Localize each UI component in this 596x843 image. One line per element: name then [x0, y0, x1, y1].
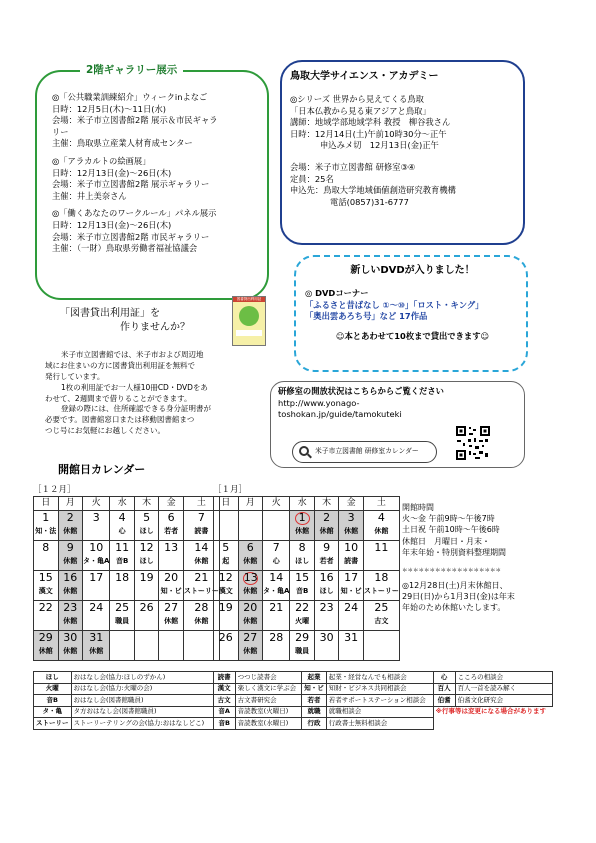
calendar-day	[110, 570, 135, 600]
legend-key: 若者	[302, 695, 327, 707]
day-number: 30	[63, 630, 78, 644]
weekday-header: 金	[159, 497, 184, 511]
day-event: 職員	[295, 646, 310, 655]
day-number: 12	[139, 540, 154, 554]
day-number: 16	[63, 570, 78, 584]
weekday-header: 月	[58, 497, 83, 511]
day-event: 休館	[319, 526, 334, 535]
calendar-day	[214, 630, 239, 660]
legend-key: 漢文	[213, 683, 235, 695]
day-number: 2	[66, 510, 74, 524]
legend-key: 音B	[34, 695, 72, 707]
legend-key	[433, 718, 455, 730]
research-url[interactable]: http://www.yonago-	[278, 397, 360, 408]
legend-value: 起業・経営なんでも相談会	[326, 672, 433, 684]
day-number: 22	[38, 600, 53, 614]
day-number: 18	[374, 570, 389, 584]
calendar-day	[314, 630, 339, 660]
day-event: 休館	[164, 616, 179, 625]
day-event: 休館	[295, 526, 310, 535]
day-number: 28	[269, 630, 284, 644]
day-number: 26	[218, 630, 233, 644]
calendar-day	[134, 600, 159, 630]
calendar-day	[363, 630, 399, 660]
search-text: 米子市立図書館 研修室カレンダー	[315, 447, 419, 455]
calendar-day	[263, 510, 290, 540]
weekday-header: 水	[290, 497, 315, 511]
academy-body: 鳥取大学サイエンス・アカデミー ◎シリーズ 世界から見えてくる鳥取 「日本仏教から見る東アジアと鳥取」 講師：地域学部地域学科 教授 柳谷我さん 日時：12月14日(土)午前10時30分〜正午 申込みメ切 12月13日(金)正午 会場：米子市立図書館 研修室③④ 定員：25名 申込先：鳥取大学地域価値創造研究教育機構 電話(0857)31-6777	[290, 70, 520, 208]
day-event: 漢文	[38, 586, 53, 595]
calendar-day	[110, 540, 135, 570]
day-event: 音B	[116, 556, 129, 565]
day-number: 15	[38, 570, 53, 584]
calendar-day	[263, 570, 290, 600]
legend-value: タ方おはなし会(図書館職員)	[71, 706, 213, 718]
day-number: 22	[295, 600, 310, 614]
day-number: 4	[118, 510, 126, 524]
day-event: 若者	[164, 526, 179, 535]
calendar-day	[110, 510, 135, 540]
dvd-body: 新しいDVDが入りました！ ◎ DVDコーナー 「ふるさと昔ばなし ①〜⑩」「ロスト・キング」 「奥出雲あろち号」など 17作品 ☺本とあわせて10枚まで貸出できます☺	[305, 264, 520, 342]
calendar-day	[134, 630, 159, 660]
calendar-december	[33, 496, 220, 661]
day-number: 27	[243, 630, 258, 644]
weekday-header: 木	[314, 497, 339, 511]
day-number: 20	[164, 570, 179, 584]
legend-key: 火曜	[34, 683, 72, 695]
calendar-day	[290, 540, 315, 570]
day-event: 休館	[63, 616, 78, 625]
day-event: ほし	[295, 556, 310, 565]
day-event: 古文	[374, 616, 389, 625]
calendar-day	[314, 570, 339, 600]
dec-label: ［１２月］	[33, 485, 76, 495]
library-card-image: 図書貸出利用証	[232, 296, 266, 346]
calendar-day	[290, 630, 315, 660]
day-event: 休館	[243, 646, 258, 655]
day-number: 13	[164, 540, 179, 554]
calendar-day	[263, 630, 290, 660]
day-event: 休館	[89, 646, 104, 655]
day-number: 31	[89, 630, 104, 644]
research-search-box[interactable]	[292, 441, 437, 463]
qr-code-icon	[455, 425, 491, 461]
weekday-header: 土	[363, 497, 399, 511]
day-number: 21	[194, 570, 209, 584]
legend-key: 読書	[213, 672, 235, 684]
day-event: 読書	[194, 526, 209, 535]
calendar-day	[58, 570, 83, 600]
card-stripe	[236, 330, 262, 336]
calendar-day	[34, 540, 59, 570]
legend-key: 心	[433, 672, 455, 684]
card-heading: 「図書貸出利用証」を 作りませんか？	[60, 308, 190, 333]
weekday-header: 水	[110, 497, 135, 511]
calendar-day	[238, 600, 263, 630]
calendar-day	[290, 510, 315, 540]
legend-value: 古文書研究会	[235, 695, 302, 707]
day-number: 30	[319, 630, 334, 644]
calendar-day	[214, 510, 239, 540]
calendar-day	[110, 600, 135, 630]
day-event: 知・ビ	[160, 586, 182, 595]
calendar-day	[34, 570, 59, 600]
calendar-day	[339, 600, 364, 630]
calendar-day	[134, 570, 159, 600]
day-number: 28	[194, 600, 209, 614]
day-number: 9	[323, 540, 331, 554]
day-number: 25	[374, 600, 389, 614]
legend-value: こころの相談会	[455, 672, 552, 684]
calendar-day	[110, 630, 135, 660]
calendar-day	[290, 600, 315, 630]
calendar-day	[238, 570, 263, 600]
calendar-day	[159, 630, 184, 660]
weekday-header: 金	[339, 497, 364, 511]
day-number: 11	[115, 540, 130, 554]
jan-label: ［１月］	[213, 485, 248, 495]
research-title: 研修室の開放状況はこちらからご覧ください	[278, 386, 444, 396]
calendar-day	[159, 600, 184, 630]
day-number: 23	[63, 600, 78, 614]
academy-title: 鳥取大学サイエンス・アカデミー	[290, 71, 439, 82]
calendar-day	[159, 510, 184, 540]
day-number: 15	[295, 570, 310, 584]
legend-table	[33, 671, 553, 730]
day-number: 3	[347, 510, 355, 524]
day-number: 5	[222, 540, 230, 554]
gallery-item-3: ◎「働くあなたのワークルール」パネル展示 日時：12月13日(金)〜26日(木) 会場：米子市立図書館2階 市民ギャラリー 主催：（一財）鳥取県労働者福祉協議会	[52, 208, 217, 254]
calendar-day	[214, 600, 239, 630]
day-number: 8	[298, 540, 306, 554]
day-event: 休館	[243, 616, 258, 625]
legend-value: おはなし会(協力:ほしのずかん)	[71, 672, 213, 684]
calendar-day	[363, 600, 399, 630]
day-number: 11	[374, 540, 389, 554]
legend-value	[455, 718, 552, 730]
calendar-day	[238, 630, 263, 660]
weekday-header: 木	[134, 497, 159, 511]
day-number: 29	[295, 630, 310, 644]
calendar-day	[58, 630, 83, 660]
calendar-day	[58, 600, 83, 630]
dvd-title: 新しいDVDが入りました！	[350, 265, 475, 276]
day-event: 音B	[296, 586, 309, 595]
legend-key: 知・ビ	[302, 683, 327, 695]
day-event: 休館	[243, 556, 258, 565]
day-number: 6	[167, 510, 175, 524]
day-event: 知・ビ	[340, 586, 362, 595]
card-flower-icon	[239, 306, 259, 326]
calendar-day	[83, 570, 110, 600]
day-number: 19	[218, 600, 233, 614]
day-number: 10	[89, 540, 104, 554]
day-event: 休館	[243, 586, 258, 595]
calendar-day	[363, 570, 399, 600]
day-number: 20	[243, 600, 258, 614]
legend-value: 就職相談会	[326, 706, 433, 718]
day-event: 起	[222, 556, 230, 565]
weekday-header: 日	[34, 497, 59, 511]
day-event: ストーリー	[183, 586, 219, 595]
day-number: 18	[115, 570, 130, 584]
legend-key: 行政	[302, 718, 327, 730]
day-event: ストーリー	[363, 586, 399, 595]
calendar-day	[238, 510, 263, 540]
legend-value: 音読教室(火曜日)	[235, 706, 302, 718]
calendar-day	[83, 510, 110, 540]
calendar-day	[214, 570, 239, 600]
calendar-day	[159, 570, 184, 600]
day-event: 休館	[63, 556, 78, 565]
day-event: 知・法	[35, 526, 57, 535]
gallery-item-1: ◎「公共職業訓練紹介」ウィークinよなご 日時：12月5日(木)〜11日(水) 会場：米子市立図書館2階 展示＆市民ギャラ リー 主催：鳥取県立産業人材育成センター	[52, 92, 218, 149]
legend-key: 就職	[302, 706, 327, 718]
legend-key: 音B	[213, 718, 235, 730]
day-event: ほし	[319, 586, 334, 595]
day-number: 23	[319, 600, 334, 614]
calendar-day	[159, 540, 184, 570]
calendar-day	[263, 540, 290, 570]
calendar-day	[363, 510, 399, 540]
legend-value: おはなし会(協力:火曜の会)	[71, 683, 213, 695]
calendar-day	[314, 510, 339, 540]
legend-value: 知財・ビジネス共同相談会	[326, 683, 433, 695]
calendar-day	[314, 540, 339, 570]
weekday-header: 火	[83, 497, 110, 511]
card-paragraph: 米子市立図書館では、米子市および周辺地 域にお住まいの方に図書貸出利用証を無料で 発行しています。 1枚の利用証でお一人様10冊CD・DVDをあ わせて、2週間まで借りることができます。 登録の際には、住所確認できる身分証明書が 必要です。図書館窓口または移動図書館まつ つじ号にお気軽にお越しください。	[45, 350, 211, 436]
calendar-day	[34, 630, 59, 660]
day-number: 14	[269, 570, 284, 584]
calendar-day	[290, 570, 315, 600]
calendar-day	[238, 540, 263, 570]
weekday-header: 日	[214, 497, 239, 511]
day-event: 休館	[374, 526, 389, 535]
calendar-day	[58, 510, 83, 540]
day-number: 17	[344, 570, 359, 584]
calendar-day	[339, 630, 364, 660]
research-body: 研修室の開放状況はこちらからご覧ください http://www.yonago- toshokan.jp/guide/tamokuteki	[278, 386, 518, 421]
day-number: 2	[323, 510, 331, 524]
calendar-day	[83, 630, 110, 660]
hours-info: 開館時間 火〜金 午前9時〜午後7時 土日祝 午前10時〜午後6時 休館日 月曜日・月末・ 年末年始・特別資料整理期間 ＊＊＊＊＊＊＊＊＊＊＊＊＊＊＊＊＊＊ ◎12月28日(土)月末休館日、 29日(日)から1月3日(金)は年末 年始のため休館いたします。	[402, 503, 515, 612]
calendar-day	[58, 540, 83, 570]
legend-value: 百人一首を読み解く	[455, 683, 552, 695]
day-number: 6	[246, 540, 254, 554]
calendar-day	[214, 540, 239, 570]
legend-value: 楽しく漢文に学ぶ会	[235, 683, 302, 695]
gallery-body	[52, 92, 267, 261]
day-number	[239, 571, 263, 585]
calendar-title: 開館日カレンダー	[58, 463, 146, 476]
day-event: 休館	[63, 526, 78, 535]
legend-key: ほし	[34, 672, 72, 684]
legend-key: 伯耆	[433, 695, 455, 707]
day-event: タ・亀A	[83, 556, 110, 565]
day-event: 漢文	[218, 586, 233, 595]
calendar-day	[339, 540, 364, 570]
calendar-day	[339, 570, 364, 600]
day-number: 7	[197, 510, 205, 524]
calendar-day	[134, 540, 159, 570]
day-number: 3	[92, 510, 100, 524]
day-event: 休館	[344, 526, 359, 535]
calendar-day	[83, 540, 110, 570]
legend-value: おはなし会(図書館職員)	[71, 695, 213, 707]
day-event: ほし	[139, 526, 154, 535]
day-number: 9	[66, 540, 74, 554]
calendar-day	[314, 600, 339, 630]
calendar-day	[339, 510, 364, 540]
legend-value: 若者サポートステーション相談会	[326, 695, 433, 707]
day-number: 7	[272, 540, 280, 554]
calendar-day	[363, 540, 399, 570]
day-number: 4	[377, 510, 385, 524]
day-number: 5	[143, 510, 151, 524]
day-number: 31	[344, 630, 359, 644]
weekday-header: 火	[263, 497, 290, 511]
gallery-title: 2階ギャラリー展示	[80, 63, 183, 78]
day-number: 17	[89, 570, 104, 584]
legend-value: ストーリーテリングの会(協力:おはなしどこ)	[71, 718, 213, 730]
legend-key: 音A	[213, 706, 235, 718]
legend-key: 古文	[213, 695, 235, 707]
day-number: 14	[194, 540, 209, 554]
calendar-day	[263, 600, 290, 630]
day-number: 10	[344, 540, 359, 554]
day-number: 27	[164, 600, 179, 614]
day-event: タ・亀A	[263, 586, 290, 595]
day-number: 25	[115, 600, 130, 614]
day-event: 心	[272, 556, 280, 565]
legend-value: 行政書士無料相談会	[326, 718, 433, 730]
day-event: 心	[118, 526, 126, 535]
day-number: 1	[42, 510, 50, 524]
day-event: 休館	[194, 616, 209, 625]
legend-value: つつじ読書会	[235, 672, 302, 684]
day-number: 24	[344, 600, 359, 614]
day-event: 休館	[38, 646, 53, 655]
day-event: 火曜	[295, 616, 310, 625]
calendar-day	[83, 600, 110, 630]
calendar-day	[34, 510, 59, 540]
calendar-january	[213, 496, 400, 661]
day-circle: 1	[295, 512, 310, 525]
day-event: 若者	[319, 556, 334, 565]
day-number: 16	[319, 570, 334, 584]
day-number: 12	[218, 570, 233, 584]
day-number: 19	[139, 570, 154, 584]
gallery-item-2: ◎「アラカルトの絵画展」 日時：12月13日(金)〜26日(木) 会場：米子市立図書館2階 展示ギャラリー 主催：井上美奈さん	[52, 156, 210, 201]
weekday-header: 土	[183, 497, 219, 511]
legend-key: 百人	[433, 683, 455, 695]
weekday-header: 月	[238, 497, 263, 511]
legend-key: 起業	[302, 672, 327, 684]
calendar-day	[34, 600, 59, 630]
legend-value: 音読教室(水曜日)	[235, 718, 302, 730]
day-circle: 13	[243, 570, 258, 584]
day-event: 休館	[63, 646, 78, 655]
day-event: 休館	[194, 556, 209, 565]
day-number: 26	[139, 600, 154, 614]
day-number: 21	[269, 600, 284, 614]
legend-key: ストーリー	[34, 718, 72, 730]
legend-key: タ・亀	[34, 706, 72, 718]
day-event: ほし	[139, 556, 154, 565]
calendar-day	[134, 510, 159, 540]
day-number: 8	[42, 540, 50, 554]
day-event: 職員	[115, 616, 130, 625]
day-event: 読書	[344, 556, 359, 565]
day-number: 24	[89, 600, 104, 614]
legend-note: ※行事等は変更になる場合があります	[435, 707, 546, 716]
day-number: 29	[38, 630, 53, 644]
legend-value: 伯耆文化研究会	[455, 695, 552, 707]
day-event: 休館	[63, 586, 78, 595]
day-number	[290, 511, 314, 525]
